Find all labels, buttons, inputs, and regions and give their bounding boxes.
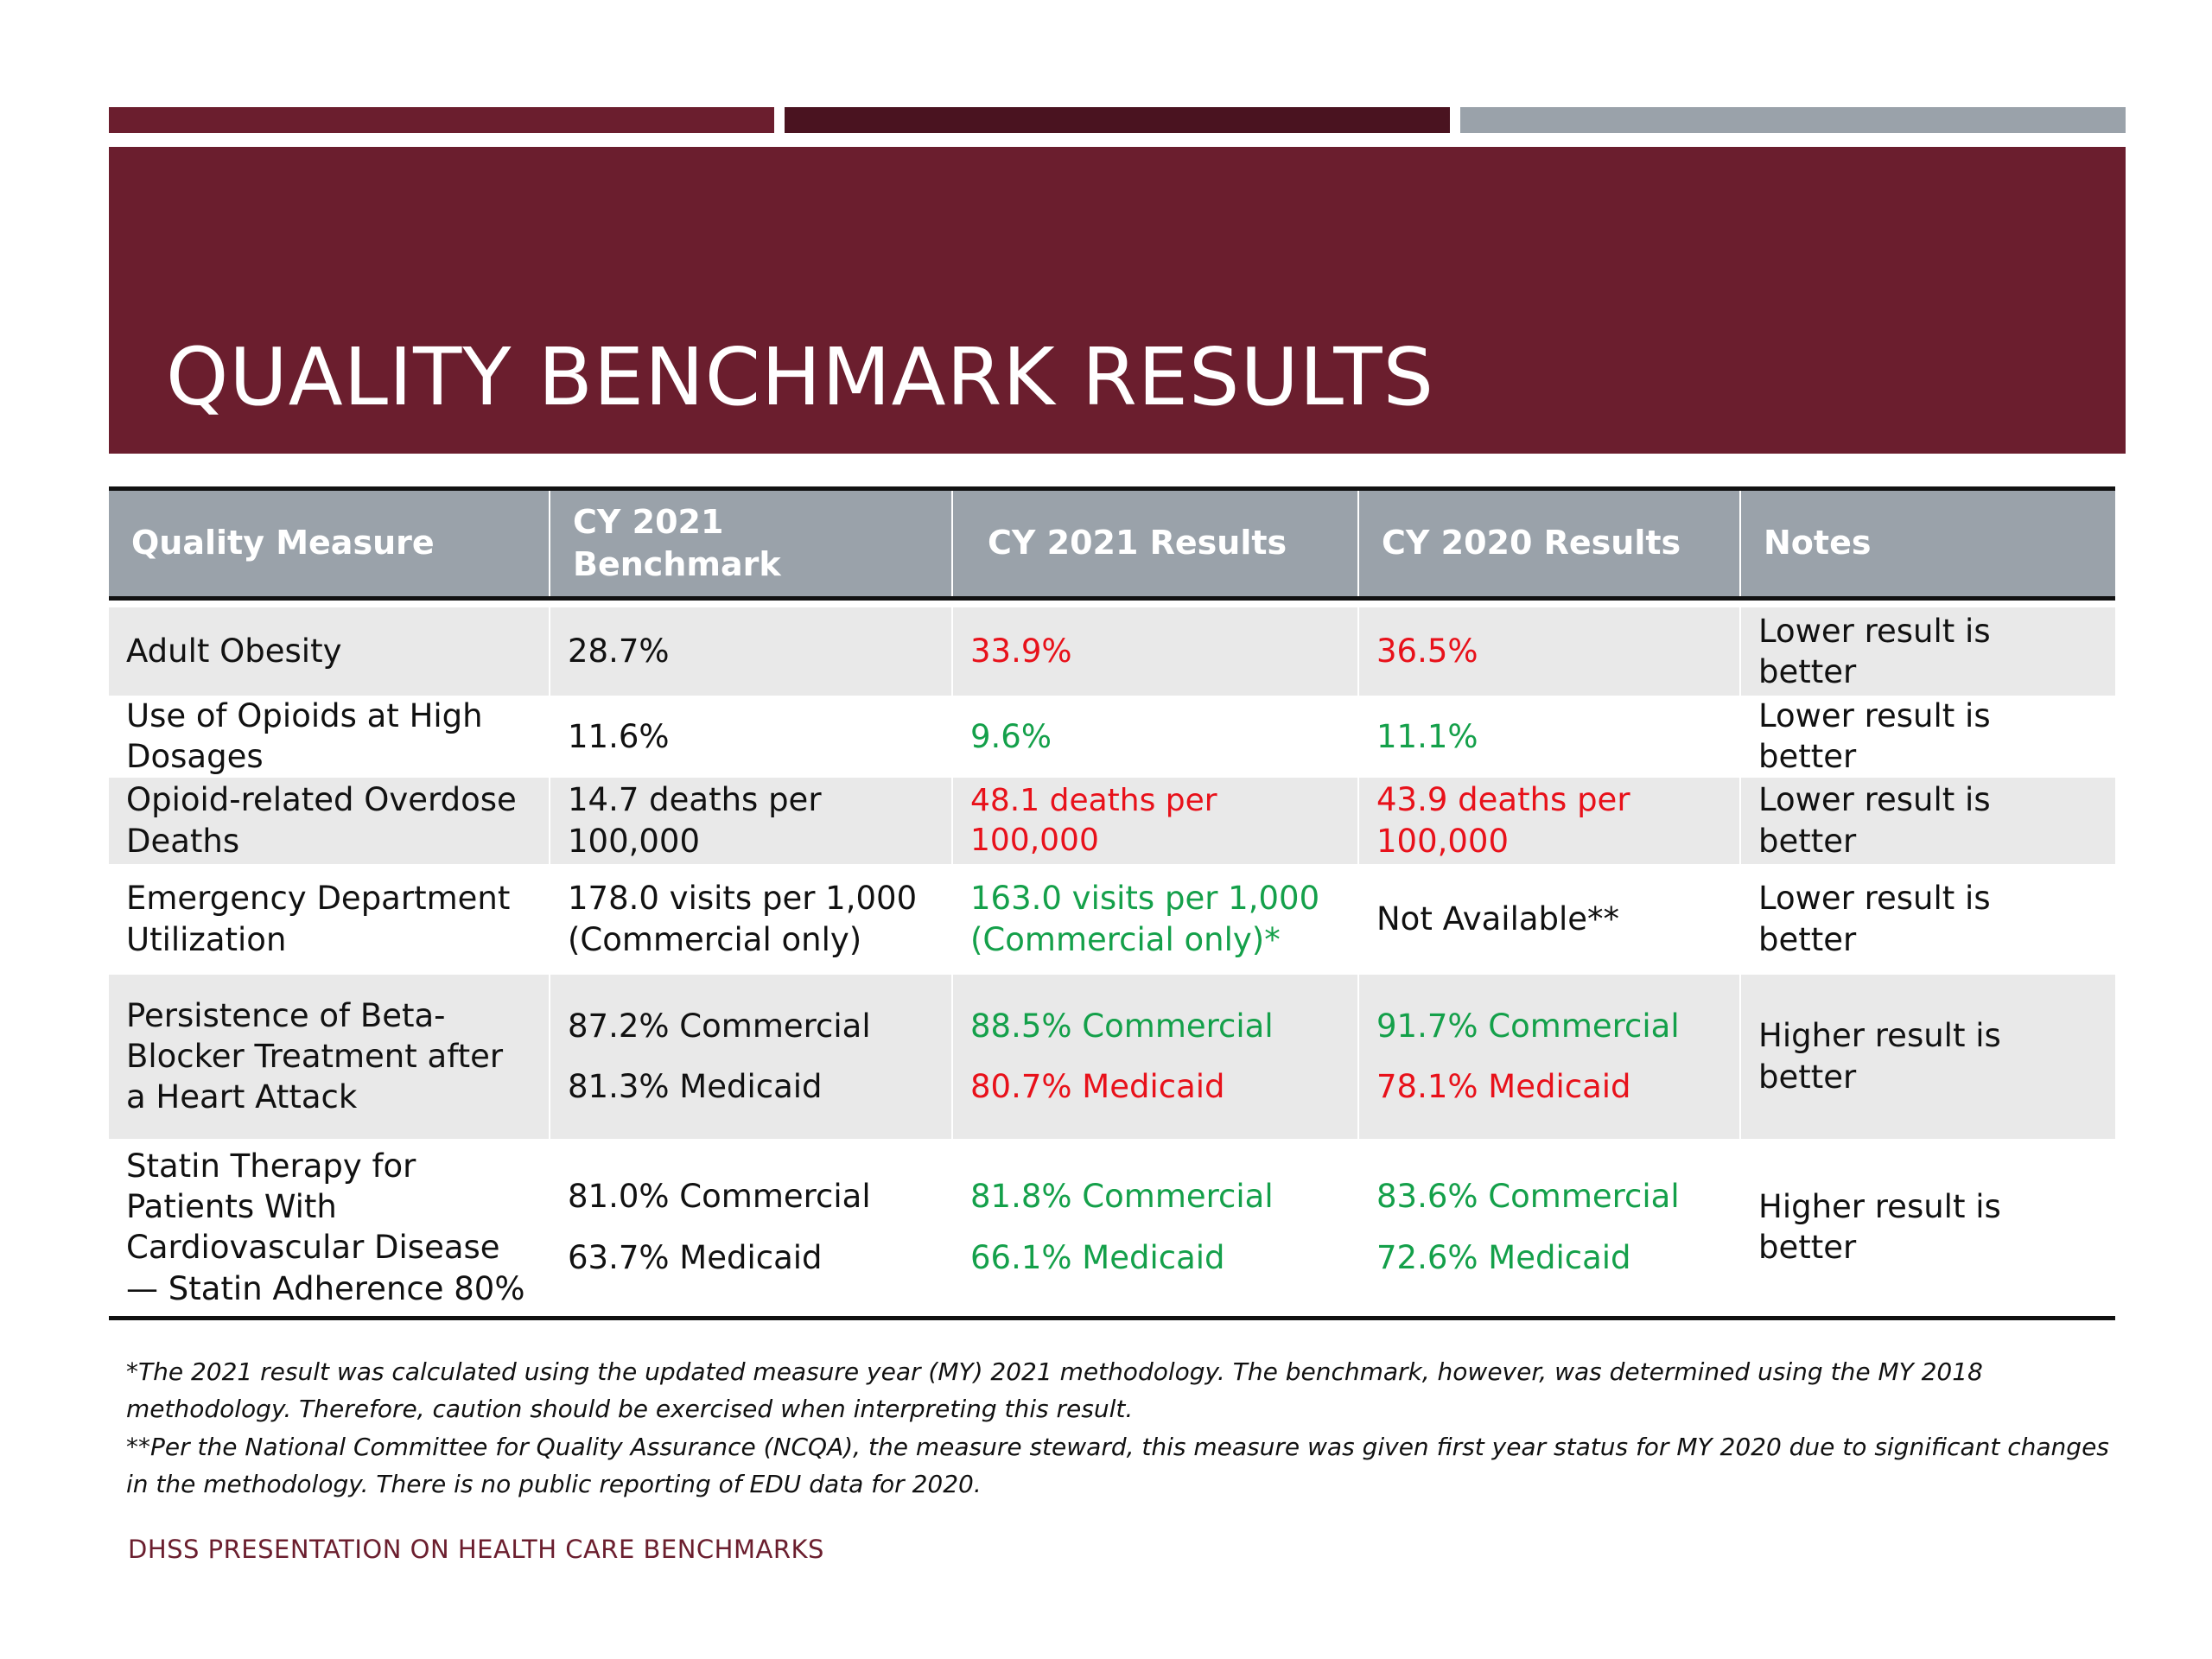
- header-cy2020-results: CY 2020 Results: [1358, 489, 1740, 599]
- benchmark-commercial: 81.0% Commercial: [568, 1178, 871, 1216]
- cell-notes: Lower result is better: [1740, 696, 2115, 778]
- cell-cy2020-result: [1358, 975, 1740, 1139]
- cell-notes: Lower result is better: [1740, 607, 2115, 696]
- cell-measure: Adult Obesity: [109, 607, 550, 696]
- cell-cy2020-result: 43.9 deaths per 100,000: [1358, 778, 1740, 864]
- accent-bar-left: [109, 107, 774, 133]
- table-row: [109, 778, 2115, 864]
- result-medicaid: 72.6% Medicaid: [1376, 1239, 1631, 1277]
- result-medicaid: 66.1% Medicaid: [970, 1239, 1225, 1277]
- result-commercial: 83.6% Commercial: [1376, 1178, 1680, 1216]
- cell-benchmark: [550, 975, 952, 1139]
- title-band: [109, 147, 2126, 454]
- cell-measure: Persistence of Beta-Blocker Treatment after a Heart Attack: [109, 975, 550, 1139]
- cell-benchmark: 11.6%: [550, 696, 952, 778]
- cell-measure: Emergency Department Utilization: [109, 864, 550, 975]
- cell-cy2021-result: 48.1 deaths per 100,000: [952, 778, 1358, 864]
- result-medicaid: 80.7% Medicaid: [970, 1067, 1225, 1105]
- cell-cy2020-result: [1358, 1139, 1740, 1319]
- footer-text: DHSS PRESENTATION ON HEALTH CARE BENCHMARKS: [128, 1535, 824, 1564]
- result-commercial: 88.5% Commercial: [970, 1007, 1274, 1046]
- benchmark-commercial: 87.2% Commercial: [568, 1007, 871, 1046]
- cell-measure: Statin Therapy for Patients With Cardiovascular Disease — Statin Adherence 80%: [109, 1139, 550, 1319]
- table-row: [109, 696, 2115, 778]
- header-cy2021-benchmark: CY 2021 Benchmark: [550, 489, 952, 599]
- footnote-2: **Per the National Committee for Quality Assurance (NCQA), the measure steward, this measure was given first year status for MY 2020 due to significant changes in the methodology. There is no public reporting of EDU data for 2020.: [126, 1432, 2109, 1499]
- header-notes: Notes: [1740, 489, 2115, 599]
- cell-cy2021-result: 9.6%: [952, 696, 1358, 778]
- cell-cy2020-result: 11.1%: [1358, 696, 1740, 778]
- cell-measure: Use of Opioids at High Dosages: [109, 696, 550, 778]
- result-line-2: (Commercial only)*: [970, 920, 1281, 958]
- slide-title: QUALITY BENCHMARK RESULTS: [166, 331, 1434, 423]
- header-cy2021-results: CY 2021 Results: [952, 489, 1358, 599]
- cell-cy2021-result: [952, 975, 1358, 1139]
- accent-bar-middle: [785, 107, 1450, 133]
- table-header-row: [109, 489, 2115, 599]
- accent-bar-right: [1460, 107, 2126, 133]
- benchmark-table-wrapper: [109, 486, 2115, 1320]
- table-row: [109, 1139, 2115, 1319]
- cell-notes: Higher result is better: [1740, 975, 2115, 1139]
- cell-cy2021-result: [952, 864, 1358, 975]
- benchmark-medicaid: 63.7% Medicaid: [568, 1239, 823, 1277]
- cell-cy2021-result: 33.9%: [952, 607, 1358, 696]
- benchmark-line-1: 178.0 visits per 1,000: [568, 880, 918, 918]
- benchmark-medicaid: 81.3% Medicaid: [568, 1067, 823, 1105]
- header-quality-measure: Quality Measure: [109, 489, 550, 599]
- cell-benchmark: 28.7%: [550, 607, 952, 696]
- footnotes: [126, 1353, 2113, 1503]
- result-medicaid: 78.1% Medicaid: [1376, 1067, 1631, 1105]
- benchmark-table: [109, 486, 2115, 1320]
- cell-benchmark: [550, 1139, 952, 1319]
- cell-notes: Lower result is better: [1740, 778, 2115, 864]
- table-row: [109, 607, 2115, 696]
- cell-benchmark: 14.7 deaths per 100,000: [550, 778, 952, 864]
- result-line-1: 163.0 visits per 1,000: [970, 880, 1320, 918]
- cell-notes: Lower result is better: [1740, 864, 2115, 975]
- cell-notes: Higher result is better: [1740, 1139, 2115, 1319]
- cell-cy2021-result: [952, 1139, 1358, 1319]
- result-commercial: 91.7% Commercial: [1376, 1007, 1680, 1046]
- cell-measure: Opioid-related Overdose Deaths: [109, 778, 550, 864]
- result-commercial: 81.8% Commercial: [970, 1178, 1274, 1216]
- cell-benchmark: [550, 864, 952, 975]
- table-row: [109, 975, 2115, 1139]
- table-row: [109, 864, 2115, 975]
- footnote-1: *The 2021 result was calculated using the updated measure year (MY) 2021 methodology. The benchmark, however, was determined using the MY 2018 methodology. Therefore, caution should be exercised when interpreting this result.: [126, 1357, 1983, 1424]
- benchmark-line-2: (Commercial only): [568, 920, 862, 958]
- cell-cy2020-result: 36.5%: [1358, 607, 1740, 696]
- cell-cy2020-result: Not Available**: [1358, 864, 1740, 975]
- table-spacer: [109, 599, 2115, 608]
